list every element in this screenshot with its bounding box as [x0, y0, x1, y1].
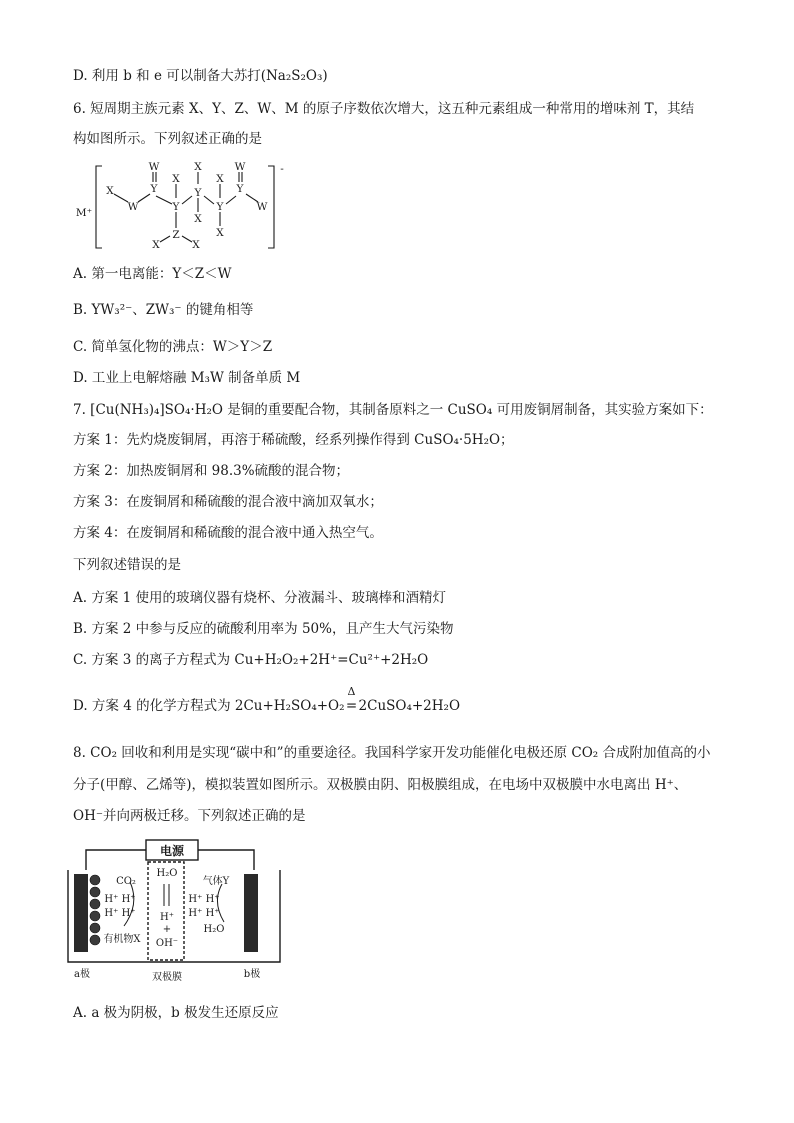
q8-option-a: A. a 极为阴极，b 极发生还原反应 — [73, 1005, 279, 1021]
atom: X — [216, 227, 224, 239]
anion-charge: - — [280, 163, 284, 175]
q7-option-d-suffix: 2CuSO₄+2H₂O — [358, 698, 461, 714]
atom: Y — [172, 201, 180, 213]
q8-stem-line2: 分子(甲醇、乙烯等)，模拟装置如图所示。双极膜由阴、阳极膜组成，在电场中双极膜中水电离出 H⁺、 — [73, 777, 688, 793]
q7-prompt: 下列叙述错误的是 — [73, 557, 181, 573]
atom: X — [106, 185, 114, 197]
atom: Y — [216, 201, 224, 213]
q7-option-c: C. 方案 3 的离子方程式为 Cu+H₂O₂+2H⁺=Cu²⁺+2H₂O — [73, 652, 429, 668]
q7-stem: 7. [Cu(NH₃)₄]SO₄·H₂O 是铜的重要配合物，其制备原料之一 CuSO₄ 可用废铜屑制备，其实验方案如下： — [73, 402, 713, 418]
q5-option-d: D. 利用 b 和 e 可以制备大苏打(Na₂S₂O₃) — [73, 68, 328, 84]
electrode-a-label: a极 — [74, 969, 90, 980]
cation-label: M⁺ — [75, 207, 93, 219]
gas-y-label: 气体Y — [202, 876, 230, 887]
electrode-b-label: b极 — [243, 969, 261, 980]
membrane-plus-label: + — [162, 924, 172, 935]
h-ions-left: H⁺ H⁺ — [104, 894, 136, 905]
heat-symbol: Δ — [347, 685, 356, 698]
atom: X — [216, 173, 224, 185]
atom: X — [194, 161, 202, 173]
q6-stem-line2: 构如图所示。下列叙述正确的是 — [73, 131, 262, 147]
atom: W — [234, 161, 246, 173]
q7-option-d-prefix: D. 方案 4 的化学方程式为 2Cu+H₂SO₄+O₂ — [73, 698, 345, 714]
membrane-oh-label: OH⁻ — [155, 938, 179, 949]
q7-plan2: 方案 2：加热废铜屑和 98.3%硫酸的混合物； — [73, 463, 350, 479]
q8-electrolysis-diagram — [64, 834, 296, 984]
membrane-water-label: H₂O — [156, 868, 178, 879]
atom: X — [194, 213, 202, 225]
h-ions-right-2: H⁺ H⁺ — [188, 908, 220, 919]
organic-x-label: 有机物X — [103, 934, 141, 945]
atom: W — [127, 201, 139, 213]
q6-option-d: D. 工业上电解熔融 M₃W 制备单质 M — [73, 370, 301, 386]
atom: X — [172, 173, 180, 185]
atom: Z — [172, 229, 180, 241]
bipolar-membrane-label: 双极膜 — [152, 972, 182, 983]
h-ions-left-2: H⁺ H⁺ — [104, 908, 136, 919]
atom: Y — [236, 183, 244, 195]
atom: W — [256, 201, 268, 213]
electrode-b-plate — [244, 874, 258, 952]
q7-plan3: 方案 3：在废铜屑和稀硫酸的混合液中滴加双氧水； — [73, 494, 383, 510]
electrode-a-plate — [74, 874, 88, 952]
q6-option-a: A. 第一电离能：Y＜Z＜W — [73, 266, 232, 282]
q7-option-a: A. 方案 1 使用的玻璃仪器有烧杯、分液漏斗、玻璃棒和酒精灯 — [73, 590, 447, 606]
q8-stem-line3: OH⁻并向两极迁移。下列叙述正确的是 — [73, 808, 306, 824]
h-ions-right: H⁺ H⁺ — [188, 894, 220, 905]
atom: Y — [150, 183, 158, 195]
atom: X — [152, 239, 160, 251]
q8-stem-line1: 8. CO₂ 回收和利用是实现“碳中和”的重要途径。我国科学家开发功能催化电极还原 CO₂ 合成附加值高的小 — [73, 745, 711, 761]
q7-option-d — [73, 685, 461, 716]
water-right-label: H₂O — [203, 924, 225, 935]
q7-plan4: 方案 4：在废铜屑和稀硫酸的混合液中通入热空气。 — [73, 525, 383, 541]
q6-stem-line1: 6. 短周期主族元素 X、Y、Z、W、M 的原子序数依次增大，这五种元素组成一种常用的增味剂 T，其结 — [73, 101, 695, 117]
membrane-h-label: H⁺ — [160, 912, 174, 923]
atom: X — [192, 239, 200, 251]
heating-equals-sign: Δ = — [345, 696, 359, 716]
co2-label: CO₂ — [116, 876, 136, 887]
q6-option-b: B. YW₃²⁻、ZW₃⁻ 的键角相等 — [73, 302, 254, 318]
atom: W — [148, 161, 160, 173]
power-source-label: 电源 — [159, 844, 185, 858]
q7-option-b: B. 方案 2 中参与反应的硫酸利用率为 50%，且产生大气污染物 — [73, 621, 454, 637]
q6-structure-figure — [72, 158, 292, 254]
q7-plan1: 方案 1：先灼烧废铜屑，再溶于稀硫酸，经系列操作得到 CuSO₄·5H₂O； — [73, 432, 514, 448]
atom: Y — [194, 187, 202, 199]
q6-option-c: C. 简单氢化物的沸点：W＞Y＞Z — [73, 339, 273, 355]
